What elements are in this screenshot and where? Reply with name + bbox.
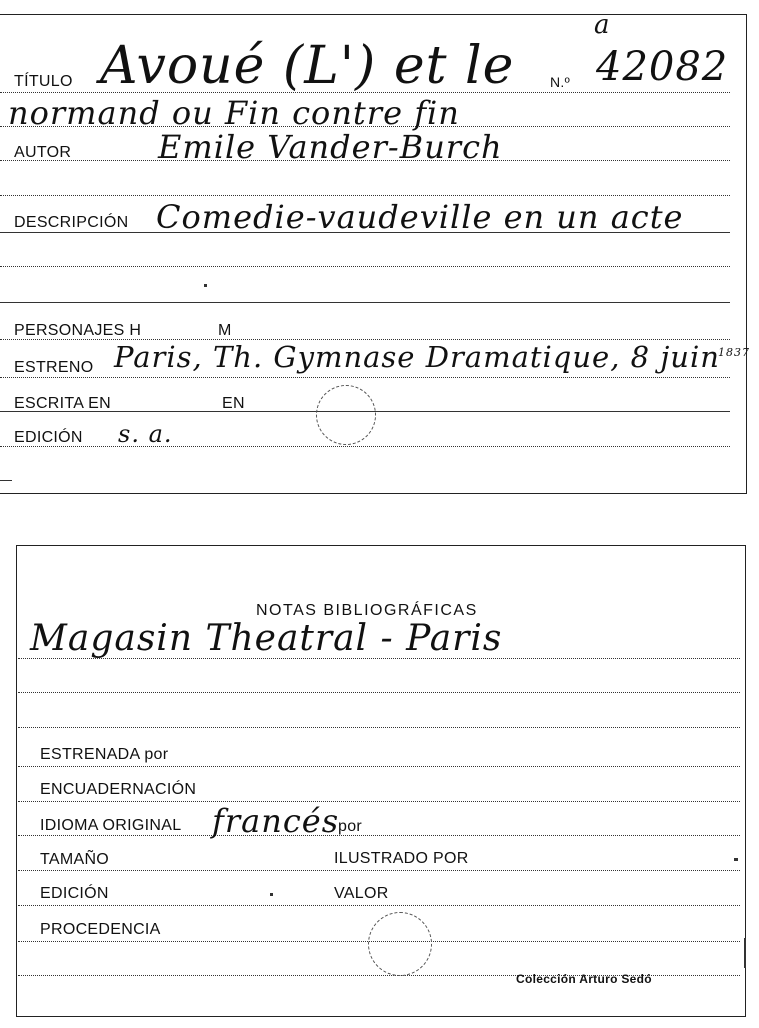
m-label: M xyxy=(218,322,232,339)
handwritten-premiere: Paris, Th. Gymnase Dramatique, 8 juin xyxy=(114,340,720,374)
encuadernacion-label: ENCUADERNACIÓN xyxy=(40,781,197,798)
en-label: EN xyxy=(222,395,245,412)
rule-line xyxy=(0,480,12,481)
handwritten-premiere-year: 1837 xyxy=(718,346,750,359)
handwritten-title-line2: normand ou Fin contre fin xyxy=(8,94,460,132)
tamano-label: TAMAÑO xyxy=(40,851,110,868)
edicion-label: EDICIÓN xyxy=(14,429,83,446)
rule-line xyxy=(18,870,740,871)
handwritten-number-suffix: a xyxy=(594,10,611,40)
escrita-en-label: ESCRITA EN xyxy=(14,395,111,412)
rule-line xyxy=(0,266,730,267)
rule-line xyxy=(0,377,730,378)
descripcion-label: DESCRIPCIÓN xyxy=(14,214,129,231)
edicion-bottom-label: EDICIÓN xyxy=(40,885,109,902)
rule-line xyxy=(0,302,730,303)
rule-line xyxy=(18,692,740,693)
handwritten-edition: s. a. xyxy=(118,420,173,448)
handwritten-number: 42082 xyxy=(596,44,729,90)
speck-mark xyxy=(734,858,738,861)
handwritten-notes: Magasin Theatral - Paris xyxy=(30,618,503,659)
rule-line xyxy=(18,835,740,836)
faint-stamp-mark xyxy=(316,385,376,445)
estrenada-por-label: ESTRENADA por xyxy=(40,746,169,763)
titulo-label: TÍTULO xyxy=(14,73,73,90)
idioma-original-label: IDIOMA ORIGINAL xyxy=(40,817,182,834)
handwritten-language: francés xyxy=(212,802,340,840)
speck-mark xyxy=(204,284,207,287)
handwritten-author: Emile Vander-Burch xyxy=(158,128,503,166)
valor-label: VALOR xyxy=(334,885,389,902)
procedencia-label: PROCEDENCIA xyxy=(40,921,161,938)
rule-line xyxy=(18,766,740,767)
estreno-label: ESTRENO xyxy=(14,359,94,376)
numero-label: N.º xyxy=(550,74,571,90)
rule-line xyxy=(0,195,730,196)
autor-label: AUTOR xyxy=(14,144,72,161)
ilustrado-por-label: ILUSTRADO POR xyxy=(334,850,469,867)
handwritten-title-line1: Avoué (L') et le xyxy=(100,36,515,96)
rule-line xyxy=(0,446,730,447)
rule-line xyxy=(18,727,740,728)
handwritten-description: Comedie-vaudeville en un acte xyxy=(156,198,684,236)
coleccion-footer: Colección Arturo Sedó xyxy=(516,972,652,986)
por-label: por xyxy=(338,818,363,835)
speck-mark xyxy=(270,893,273,896)
personajes-label: PERSONAJES H xyxy=(14,322,142,339)
notas-bibliograficas-heading: NOTAS BIBLIOGRÁFICAS xyxy=(256,602,478,619)
edge-tick-mark xyxy=(744,938,746,968)
rule-line xyxy=(18,905,740,906)
rule-line xyxy=(18,801,740,802)
faint-stamp-mark-bottom xyxy=(368,912,432,976)
